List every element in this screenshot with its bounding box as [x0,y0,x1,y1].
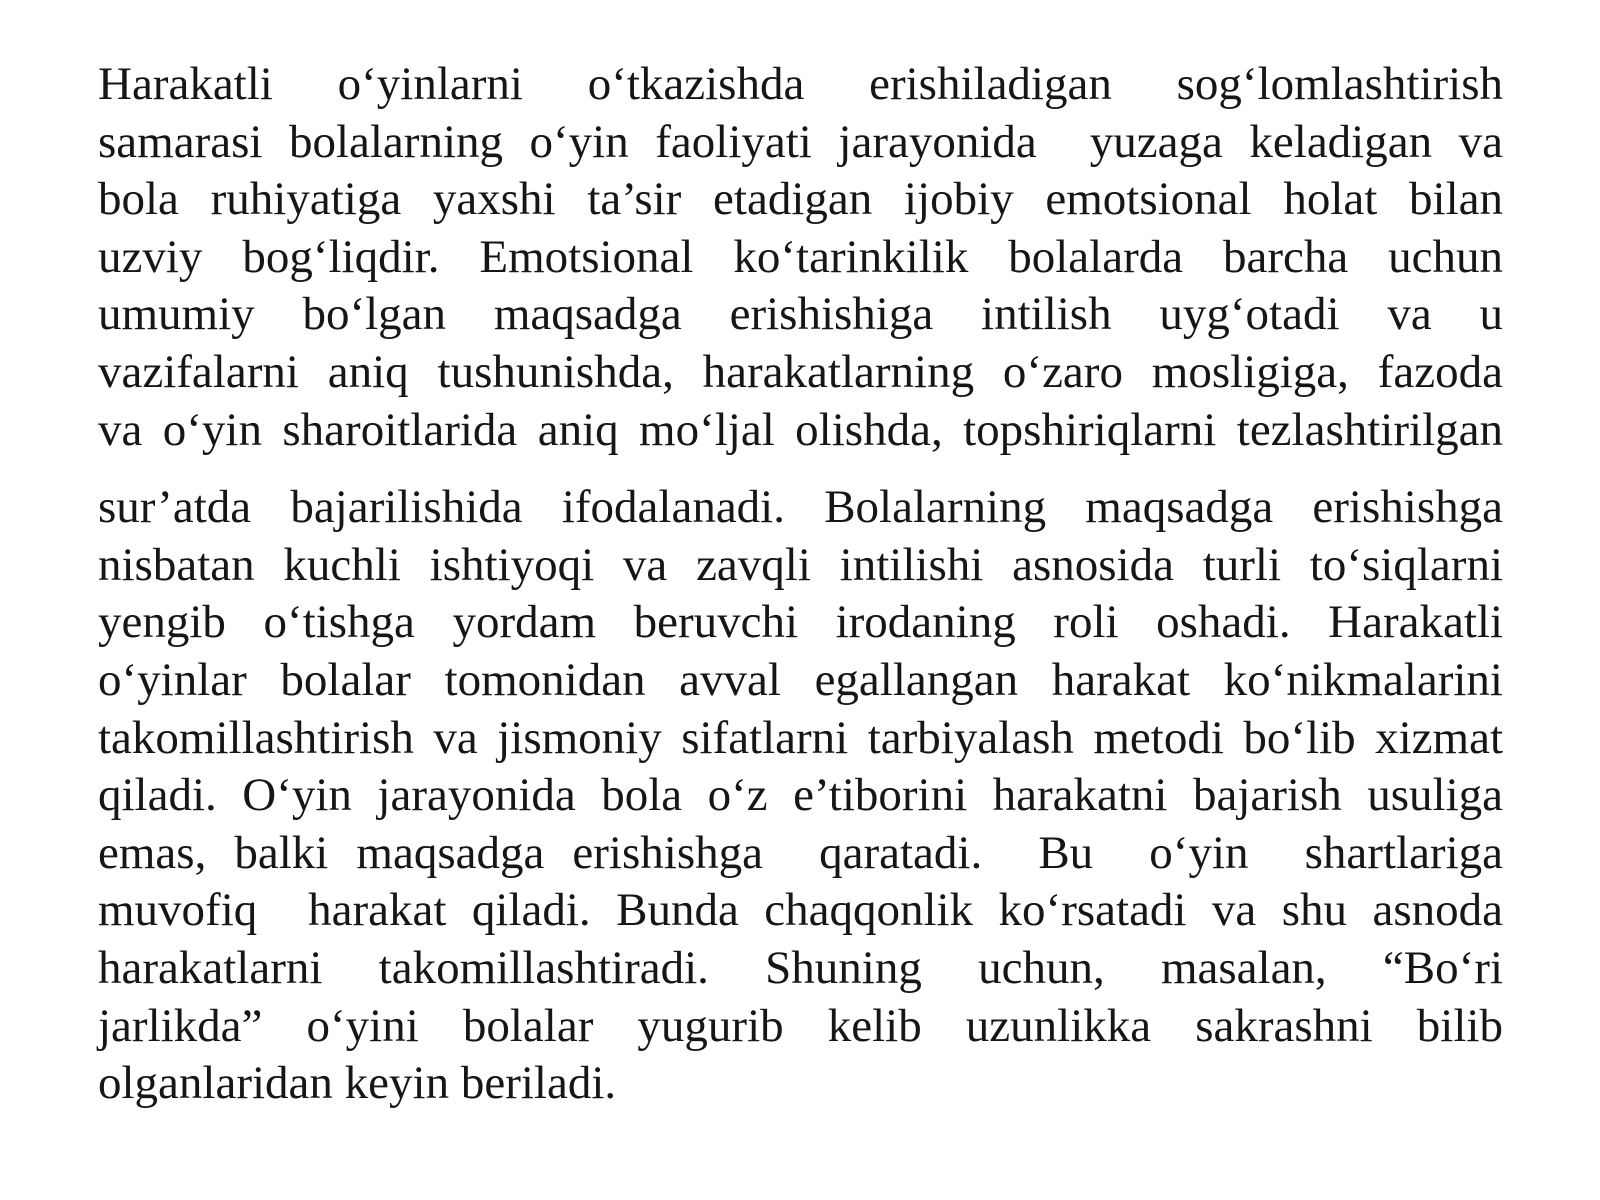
paragraph-2 [98,479,1503,1113]
text-line: muvofiq harakat qiladi. Bunda chaqqonlik ko‘rsatadi va shu asnoda [98,884,1503,937]
text-line: umumiy bo‘lgan maqsadga erishishiga intilish uyg‘otadi va u [98,288,1503,341]
text-line: Harakatli o‘yinlarni o‘tkazishda erishiladigan sog‘lomlashtirish [98,58,1503,110]
text-line: nisbatan kuchli ishtiyoqi va zavqli intilishi asnosida turli to‘siqlarni [98,538,1503,591]
text-line-last: olganlaridan keyin beriladi. [98,1057,617,1110]
text-line: sur’atda bajarilishida ifodalanadi. Bolalarning maqsadga erishishga [98,481,1503,534]
text-line: qiladi. O‘yin jarayonida bola o‘z e’tiborini harakatni bajarish usuliga [98,769,1503,822]
paragraph-1 [98,56,1503,459]
text-line: takomillashtirish va jismoniy sifatlarni tarbiyalash metodi bo‘lib xizmat [98,711,1503,764]
text-line: samarasi bolalarning o‘yin faoliyati jarayonida yuzaga keladigan va [98,115,1503,168]
text-line: yengib o‘tishga yordam beruvchi irodaning roli oshadi. Harakatli [98,596,1503,649]
text-line: jarlikda” o‘yini bolalar yugurib kelib uzunlikka sakrashni bilib [98,999,1503,1052]
text-line: bola ruhiyatiga yaxshi ta’sir etadigan ijobiy emotsional holat bilan [98,173,1503,226]
text-line: o‘yinlar bolalar tomonidan avval egallangan harakat ko‘nikmalarini [98,653,1503,706]
text-line: emas, balki maqsadga erishishga qaratadi. Bu o‘yin shartlariga [98,826,1503,879]
text-line: va o‘yin sharoitlarida aniq mo‘ljal olishda, topshiriqlarni tezlashtirilgan [98,403,1503,456]
text-line: uzviy bog‘liqdir. Emotsional ko‘tarinkilik bolalarda barcha uchun [98,230,1503,283]
text-line: harakatlarni takomillashtiradi. Shuning uchun, masalan, “Bo‘ri [98,941,1503,994]
text-line: vazifalarni aniq tushunishda, harakatlarning o‘zaro mosligiga, fazoda [98,345,1503,398]
text-block [98,56,1503,1113]
